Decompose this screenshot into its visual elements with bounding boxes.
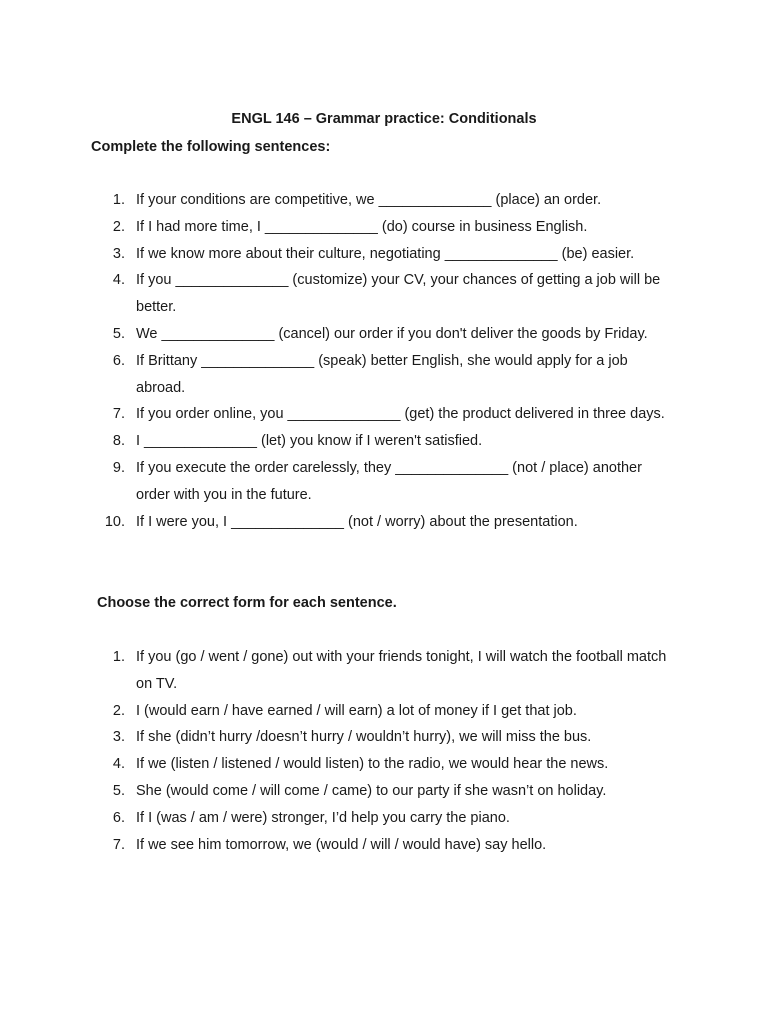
list-item: [0, 805, 676, 832]
document-title: ENGL 146 – Grammar practice: Conditionals: [231, 111, 537, 127]
section1-list: [0, 187, 676, 535]
list-item: [0, 241, 676, 268]
list-item: [0, 832, 676, 859]
list-item: [0, 401, 676, 428]
item-number: 1.: [112, 649, 125, 665]
section1-heading: Complete the following sentences:: [91, 139, 331, 155]
item-number: 10.: [104, 513, 125, 530]
item-text: She (would come / will come / came) to our party if she wasn’t on holiday.: [136, 782, 607, 799]
list-item: [0, 509, 676, 536]
item-number: 4.: [112, 272, 125, 289]
item-number: 5.: [112, 782, 125, 799]
list-item: [0, 187, 676, 214]
item-number: 7.: [112, 406, 125, 423]
item-text: If Brittany ______________ (speak) better English, she would apply for a job abroad.: [136, 352, 628, 396]
item-number: 8.: [112, 433, 125, 450]
item-number: 6.: [112, 809, 125, 826]
item-text: If you execute the order carelessly, they ______________ (not / place) another order with you in the future.: [136, 459, 642, 503]
list-item: [0, 698, 676, 725]
list-item: [0, 214, 676, 241]
item-text: We ______________ (cancel) our order if you don't deliver the goods by Friday.: [136, 325, 648, 342]
item-text: If I (was / am / were) stronger, I’d help you carry the piano.: [136, 809, 510, 826]
item-text: I ______________ (let) you know if I weren't satisfied.: [136, 433, 483, 450]
item-text: If we (listen / listened / would listen) to the radio, we would hear the news.: [136, 756, 609, 773]
item-text: If you ______________ (customize) your CV, your chances of getting a job will be better.: [136, 272, 661, 316]
item-number: 2.: [112, 218, 125, 235]
item-text: If we know more about their culture, negotiating ______________ (be) easier.: [136, 245, 635, 262]
item-text: If I were you, I ______________ (not / worry) about the presentation.: [136, 513, 578, 530]
item-text: I (would earn / have earned / will earn) a lot of money if I get that job.: [136, 702, 577, 719]
list-item: [0, 778, 676, 805]
item-number: 3.: [112, 729, 125, 746]
item-number: 7.: [112, 836, 125, 853]
item-text: If your conditions are competitive, we ______________ (place) an order.: [136, 192, 602, 208]
item-text: If I had more time, I ______________ (do) course in business English.: [136, 218, 588, 235]
list-item: [0, 428, 676, 455]
list-item: [0, 321, 676, 348]
item-text: If you (go / went / gone) out with your friends tonight, I will watch the football match on TV.: [136, 649, 667, 692]
item-number: 6.: [112, 352, 125, 369]
list-item: [0, 348, 676, 402]
section2-list: [0, 644, 676, 858]
item-text: If you order online, you ______________ (get) the product delivered in three days.: [136, 406, 665, 423]
item-number: 5.: [112, 325, 125, 342]
item-number: 4.: [112, 756, 125, 773]
section2-heading: Choose the correct form for each sentence.: [97, 595, 397, 611]
list-item: [0, 751, 676, 778]
list-item: [0, 724, 676, 751]
item-text: If we see him tomorrow, we (would / will / would have) say hello.: [136, 836, 547, 853]
item-number: 9.: [112, 459, 125, 476]
list-item: [0, 455, 676, 509]
item-number: 1.: [112, 192, 125, 208]
list-item: [0, 267, 676, 321]
item-number: 3.: [112, 245, 125, 262]
item-text: If she (didn’t hurry /doesn’t hurry / wouldn’t hurry), we will miss the bus.: [136, 729, 592, 746]
list-item: [0, 644, 676, 698]
item-number: 2.: [112, 702, 125, 719]
